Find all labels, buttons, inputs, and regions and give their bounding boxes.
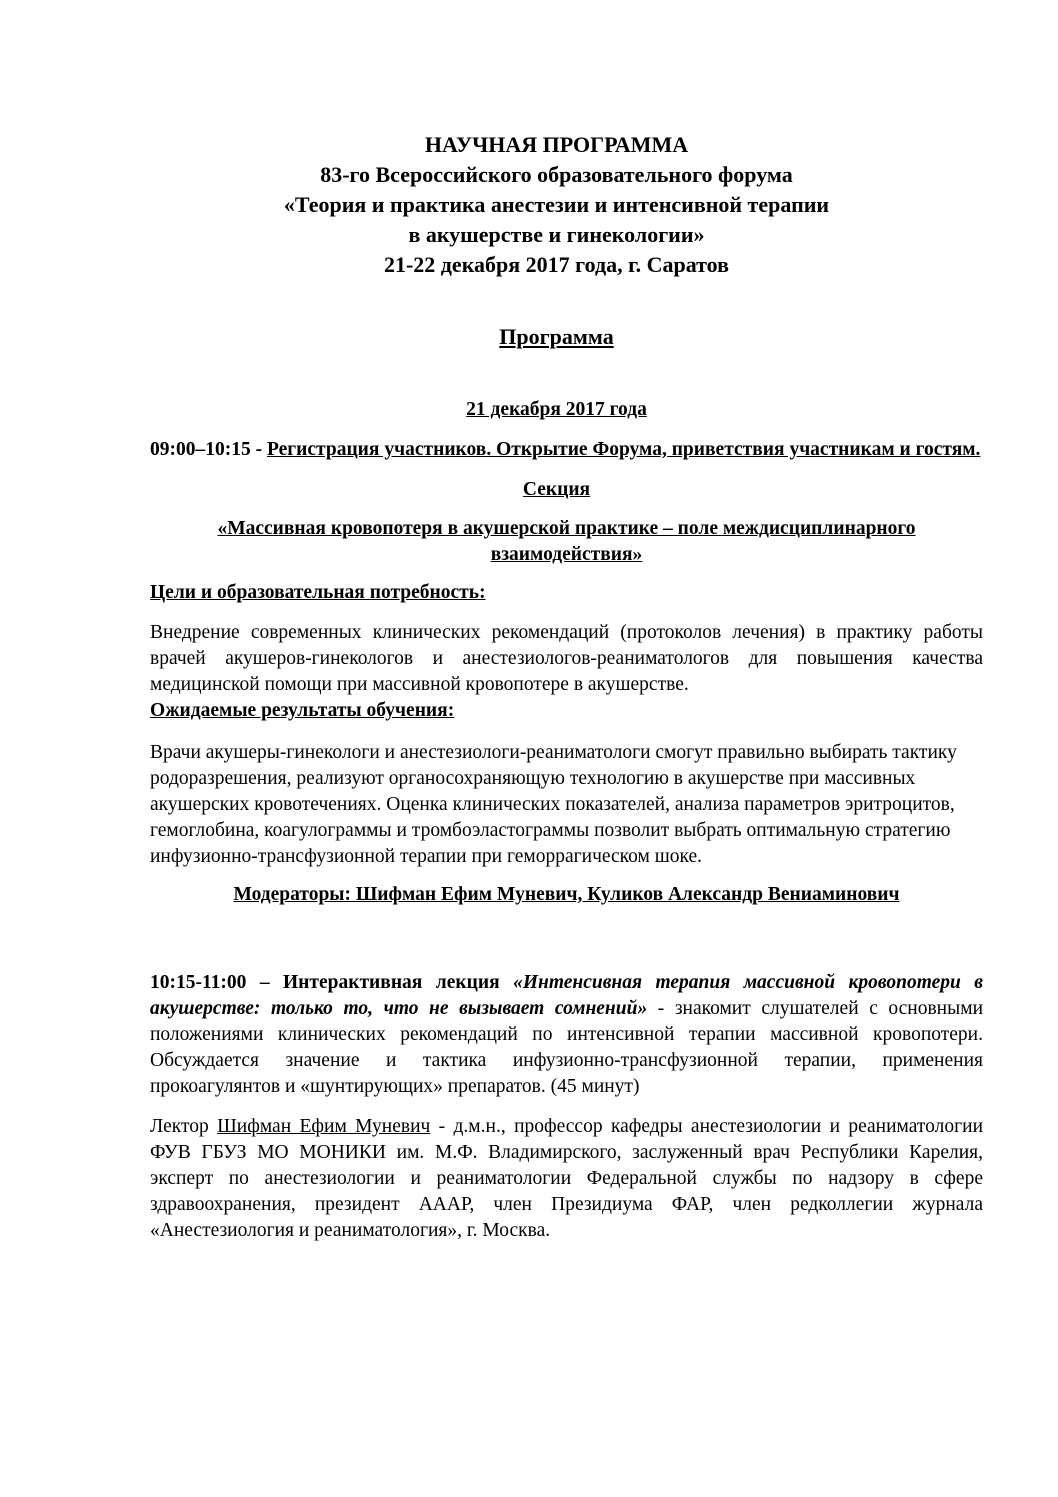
title-line-4: в акушерстве и гинекологии» [408, 222, 705, 247]
results-text: Врачи акушеры-гинекологи и анестезиологи-реаниматологи смогут правильно выбирать тактику родоразрешения, реализуют органосохраняющую технологию в акушерстве при массивных акушерских кровотечениях. Оценка клинических показателей, анализа параметров эритроцитов, гемоглобина, коагулограммы и тромбоэластограммы позволит выбрать оптимальную стратегию инфузионно-трансфузионной терапии при геморрагическом шоке. [150, 742, 957, 867]
registration-text: Регистрация участников. Открытие Форума, приветствия участникам и гостям. [266, 439, 981, 460]
results-heading: Ожидаемые результаты обучения: [150, 700, 455, 721]
date-heading: 21 декабря 2017 года [466, 399, 647, 420]
lecture-time: 10:15-11:00 – Интерактивная лекция [150, 972, 500, 993]
lecture-description: - знакомит слушателей с основными положениями клинических рекомендаций по интенсивной терапии массивной кровопотери. Обсуждается значение и тактика инфузионно-трансфузионной терапии, применения прокоагулянтов и «шунтирующих» препаратов. (45 минут) [150, 998, 983, 1097]
program-heading: Программа [499, 324, 614, 349]
moderators: Модераторы: Шифман Ефим Муневич, Куликов Александр Вениаминович [233, 884, 900, 905]
title-line-2: 83-го Всероссийского образовательного форума [320, 162, 793, 187]
lecture-item [150, 970, 983, 1100]
lector-name: Шифман Ефим Муневич [217, 1116, 431, 1137]
registration-time: 09:00–10:15 - [150, 439, 263, 460]
lector-details: - д.м.н., профессор кафедры анестезиологии и реаниматологии ФУВ ГБУЗ МО МОНИКИ им. М.Ф. Владимирского, заслуженный врач Республики Карелия, эксперт по анестезиологии и реаниматологии Федеральной службы по надзору в сфере здравоохранения, президент АААР, член Президиума ФАР, член редколлегии журнала «Анестезиология и реаниматология», г. Москва. [150, 1116, 983, 1241]
goals-text: Внедрение современных клинических рекомендаций (протоколов лечения) в практику работы врачей акушеров-гинекологов и анестезиологов-реаниматологов для повышения качества медицинской помощи при массивной кровопотере в акушерстве. [150, 622, 983, 695]
registration-item [150, 437, 983, 463]
document-title [130, 130, 983, 280]
lecture-topic: «Интенсивная терапия массивной кровопотери в акушерстве: только то, что не вызывает сомнений» [150, 972, 984, 1019]
goals-heading: Цели и образовательная потребность: [150, 582, 486, 603]
section-name: «Массивная кровопотеря в акушерской практике – поле междисциплинарного взаимодействия» [217, 518, 916, 565]
title-line-3: «Теория и практика анестезии и интенсивной терапии [283, 192, 830, 217]
document-content [150, 130, 983, 1244]
lector-info [150, 1114, 983, 1244]
section-heading: Секция [522, 479, 591, 500]
lector-prefix: Лектор [150, 1116, 218, 1137]
title-line-1: НАУЧНАЯ ПРОГРАММА [424, 132, 689, 157]
title-line-5: 21-22 декабря 2017 года, г. Саратов [383, 252, 730, 277]
